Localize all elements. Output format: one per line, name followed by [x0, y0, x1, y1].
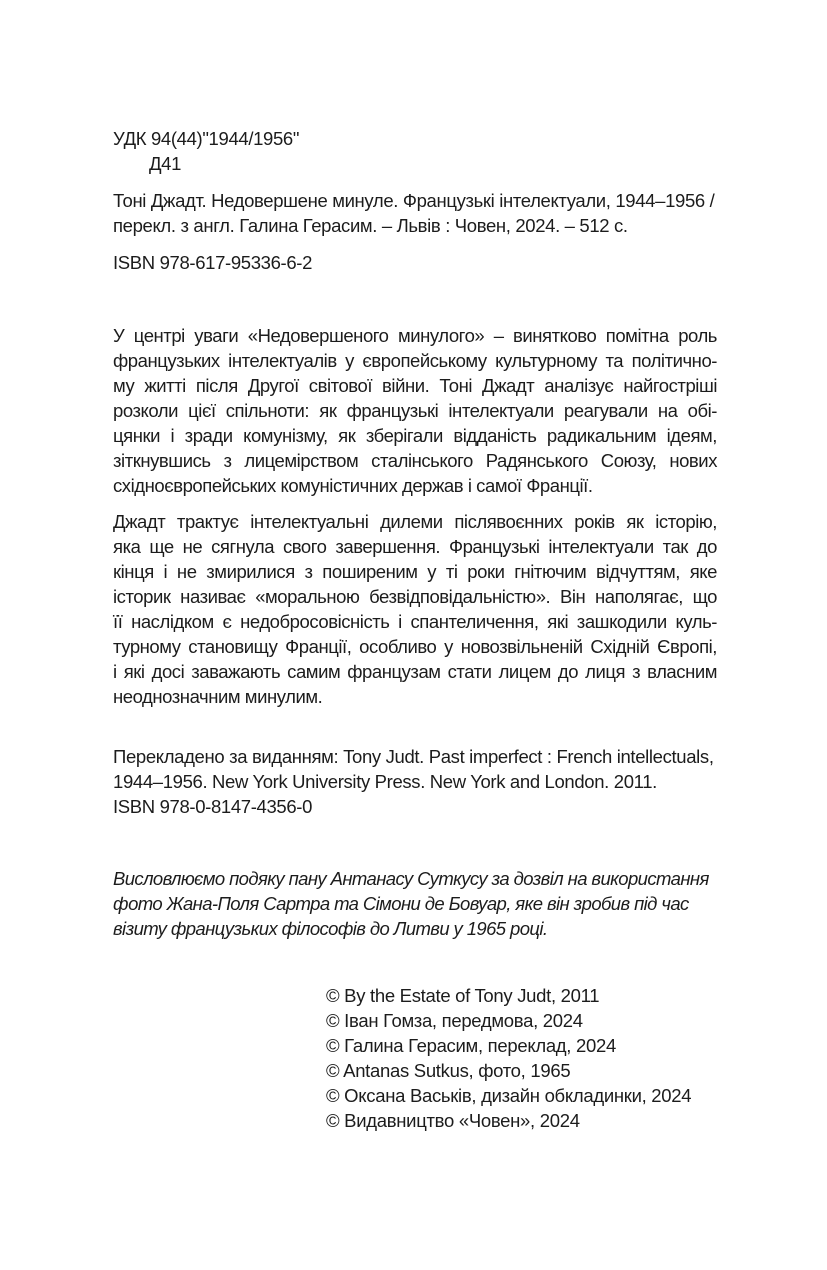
catalog-block: [113, 126, 717, 275]
bibliographic-line: Тоні Джадт. Недовершене минуле. Французькі інтелектуали, 1944–1956 /: [113, 190, 715, 211]
original-isbn: ISBN 978-0-8147-4356-0: [113, 796, 313, 817]
copyright-line: © Галина Герасим, переклад, 2024: [326, 1035, 616, 1056]
text-line: У центрі уваги «Недовершеного минулого» – винятково помітна роль: [113, 325, 717, 346]
text-line: кінця і не змирилися з поширеним у ті роки гнітючим відчуттям, яке: [113, 561, 717, 582]
acknowledgement-block: [113, 866, 717, 941]
copyright-line: © Іван Гомза, передмова, 2024: [326, 1010, 583, 1031]
udk-code: УДК 94(44)"1944/1956": [113, 128, 300, 149]
copyright-line: © Оксана Васьків, дизайн обкладинки, 2024: [326, 1085, 692, 1106]
imprint-page: [113, 126, 717, 941]
text-line: візиту французьких філософів до Литви у 1965 році.: [113, 918, 548, 939]
text-line: східноєвропейських комуністичних держав і самої Франції.: [113, 475, 593, 496]
text-line: історик називає «моральною безвідповідальністю». Він наполягає, що: [113, 586, 717, 607]
text-line: розколи цієї спільноти: як французькі інтелектуали реагували на обі-: [113, 400, 717, 421]
text-line: і які досі заважають самим французам стати лицем до лиця з власним: [113, 661, 717, 682]
text-line: фото Жана-Поля Сартра та Сімони де Бовуар, яке він зробив під час: [113, 893, 689, 914]
text-line: французьких інтелектуалів у європейському культурному та політично-: [113, 350, 717, 371]
text-line: Висловлюємо подяку пану Антанасу Суткусу за дозвіл на використання: [113, 868, 709, 889]
bibliographic-line: перекл. з англ. Галина Герасим. – Львів : Човен, 2024. – 512 с.: [113, 215, 628, 236]
copyright-line: © Видавництво «Човен», 2024: [326, 1110, 580, 1131]
author-code: Д41: [149, 153, 182, 174]
isbn: ISBN 978-617-95336-6-2: [113, 252, 313, 273]
original-edition-block: [113, 744, 717, 819]
text-line: Перекладено за виданням: Tony Judt. Past imperfect : French intellectuals,: [113, 746, 714, 767]
text-line: неоднозначним минулим.: [113, 686, 323, 707]
text-line: цянки і зради комунізму, як зберігали відданість радикальним ідеям,: [113, 425, 717, 446]
annotation-paragraph-1: [113, 323, 717, 498]
text-line: турному становищу Франції, особливо у новозвільненій Східній Європі,: [113, 636, 717, 657]
text-line: зіткнувшись з лицемірством сталінського Радянського Союзу, нових: [113, 450, 717, 471]
text-line: її наслідком є недобросовісність і спантеличення, які зашкодили куль-: [113, 611, 717, 632]
text-line: Джадт трактує інтелектуальні дилеми післявоєнних років як історію,: [113, 511, 717, 532]
copyright-block: [326, 983, 691, 1133]
copyright-line: © Antanas Sutkus, фото, 1965: [326, 1060, 571, 1081]
text-line: 1944–1956. New York University Press. New York and London. 2011.: [113, 771, 657, 792]
text-line: му житті після Другої світової війни. Тоні Джадт аналізує найгостріші: [113, 375, 717, 396]
text-line: яка ще не сягнула свого завершення. Французькі інтелектуали так до: [113, 536, 717, 557]
annotation-paragraph-2: [113, 509, 717, 709]
copyright-line: © By the Estate of Tony Judt, 2011: [326, 985, 600, 1006]
